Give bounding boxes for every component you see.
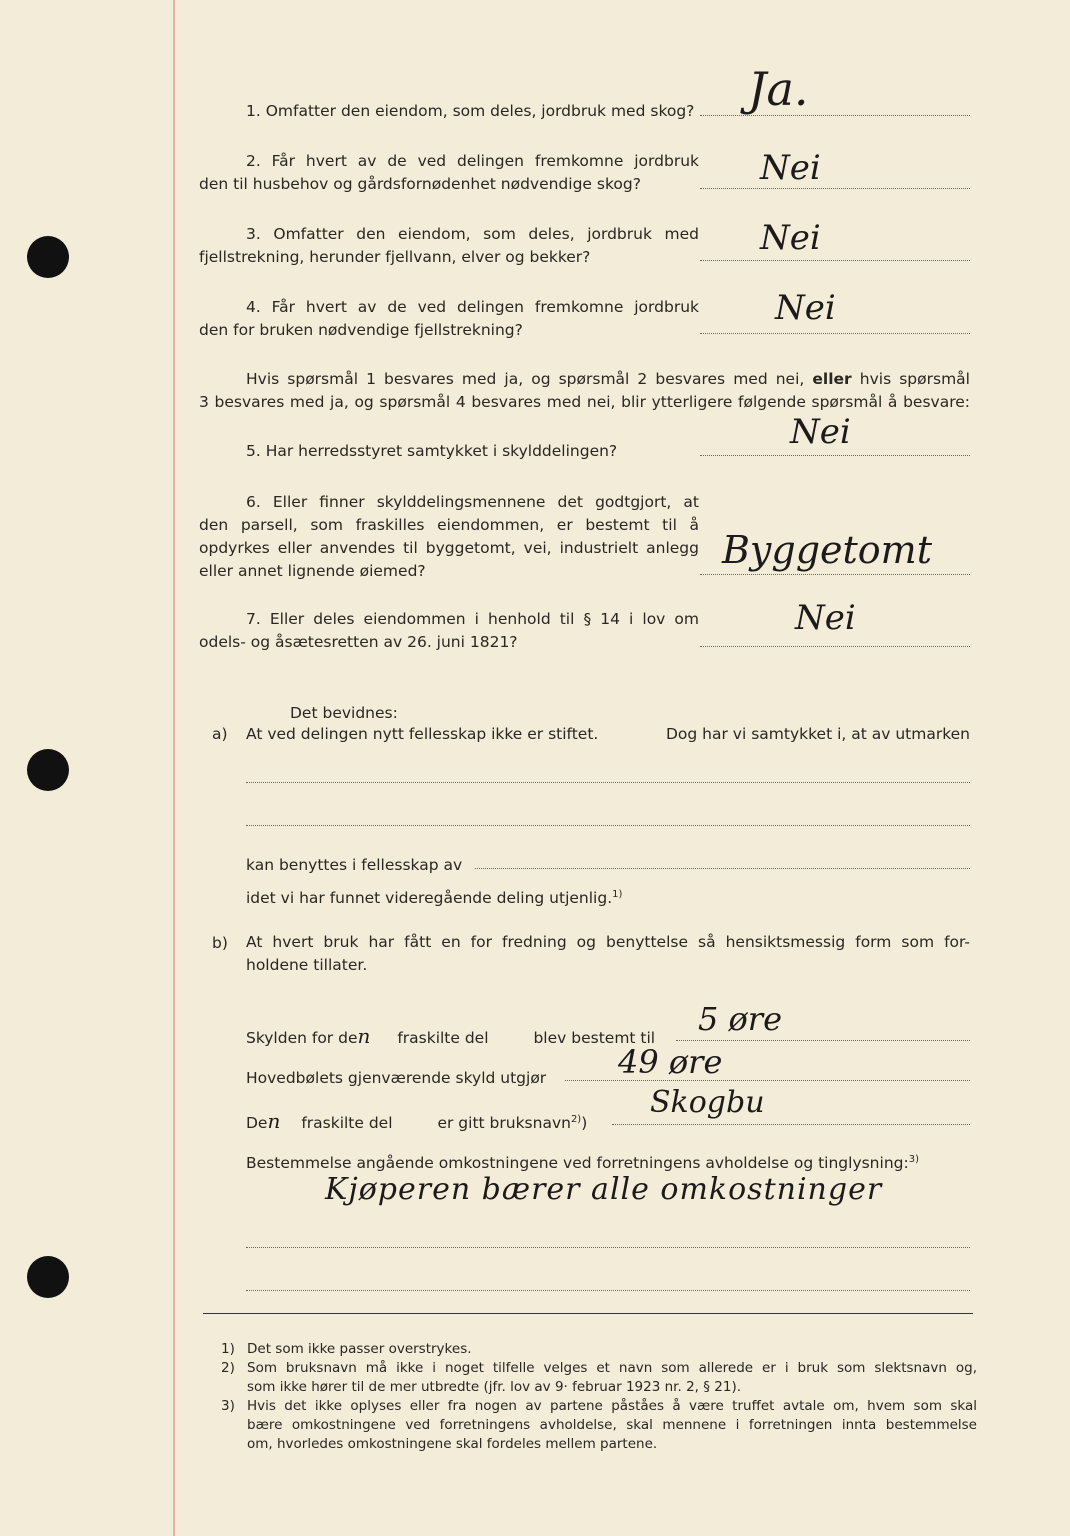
- answer-6: Byggetomt: [722, 528, 932, 572]
- question-5: 5. Har herredsstyret samtykket i skylddelingen?: [246, 442, 618, 460]
- skyld-row-2: Hovedbølets gjenværende skyld utgjør: [246, 1069, 547, 1087]
- answer-2: Nei: [760, 148, 821, 188]
- question-line: 2. Får hvert av de ved delingen fremkomne jordbruk: [246, 152, 699, 170]
- answer-line: [676, 1040, 970, 1041]
- question-4: [199, 296, 699, 342]
- footnote-1: [221, 1340, 977, 1359]
- paragraph-line: At hvert bruk har fått en for fredning og benyttelse så hensiktsmessig form som for-: [246, 933, 970, 951]
- footnote-line: Hvis det ikke oplyses eller fra nogen av partene påståes å være truffet avtale om, hvem som skal: [247, 1398, 977, 1414]
- paragraph-line: [199, 368, 970, 391]
- footnote-line: bære omkostningene ved forretningens avholdelse, skal mennene i forretningen innta bestemmelse: [247, 1417, 977, 1433]
- text: fraskilte del: [397, 1029, 489, 1047]
- text: Skylden for de: [246, 1029, 358, 1047]
- question-line: odels- og åsætesretten av 26. juni 1821?: [199, 633, 518, 651]
- footnote-line: Som bruksnavn må ikke i noget tilfelle velges et navn som allerede er i bruk som slektsnavn og,: [247, 1360, 977, 1376]
- costs-label: [246, 1150, 919, 1173]
- emphasis: eller: [812, 370, 852, 388]
- blank-line: [246, 825, 970, 826]
- blank-line: [475, 868, 970, 869]
- answer-line: [700, 455, 970, 456]
- question-line: 6. Eller finner skylddelingsmennene det godtgjort, at: [246, 493, 699, 511]
- common-use-label: kan benyttes i fellesskap av: [246, 856, 463, 874]
- blank-line: [246, 1290, 970, 1291]
- skyld-answer: 5 øre: [698, 1000, 783, 1038]
- farm-name-answer: Skogbu: [650, 1085, 765, 1120]
- question-line: den til husbehov og gårdsfornødenhet nødvendige skog?: [199, 175, 641, 193]
- costs-answer: Kjøperen bærer alle omkostninger: [325, 1172, 883, 1207]
- blank-line: [246, 782, 970, 783]
- answer-1: Ja.: [748, 62, 809, 116]
- text: er gitt bruksnavn: [437, 1114, 571, 1133]
- answer-line: [700, 333, 970, 334]
- footnote-ref: 2): [570, 1114, 582, 1125]
- question-line: den for bruken nødvendige fjellstrekning?: [199, 321, 523, 339]
- question-line: fjellstrekning, herunder fjellvann, elver og bekker?: [199, 248, 591, 266]
- answer-7: Nei: [795, 598, 856, 638]
- answer-line: [700, 646, 970, 647]
- question-7: [199, 608, 699, 654]
- blank-line: [246, 1247, 970, 1248]
- footnote-marker: 1): [221, 1341, 235, 1357]
- footnote-ref: 3): [908, 1154, 919, 1165]
- footnote-2: [221, 1359, 977, 1397]
- question-6: [199, 491, 699, 583]
- section-a-text: [246, 724, 970, 744]
- answer-3: Nei: [760, 218, 821, 258]
- section-b-marker: b): [212, 934, 228, 952]
- question-3: [199, 223, 699, 269]
- text: Hvis spørsmål 1 besvares med ja, og spørsmål 2 besvares med nei,: [246, 370, 805, 388]
- footnote-rule: [203, 1313, 973, 1314]
- skyld-row-3: Den fraskilte del er gitt bruksnavn$^{2)}$): [246, 1109, 588, 1134]
- punch-hole: [27, 749, 69, 791]
- question-line: den parsell, som fraskilles eiendommen, er bestemt til å: [199, 516, 699, 534]
- footnote-3: [221, 1397, 977, 1454]
- answer-5: Nei: [790, 412, 851, 452]
- footnote-marker: 3): [221, 1398, 235, 1414]
- punch-hole: [27, 1256, 69, 1298]
- footnote-line: om, hvorledes omkostningene skal fordeles mellem partene.: [247, 1436, 658, 1452]
- text: hvis spørsmål: [859, 370, 970, 388]
- handwritten-suffix: n: [357, 1024, 371, 1048]
- section-b-text: [246, 931, 970, 977]
- question-line: eller annet lignende øiemed?: [199, 562, 426, 580]
- text: blev bestemt til: [533, 1029, 656, 1047]
- further-division-text: [246, 885, 622, 908]
- text: idet vi har funnet videregående deling utjenlig.: [246, 889, 613, 908]
- question-line: 3. Omfatter den eiendom, som deles, jordbruk med: [246, 225, 699, 243]
- margin-line: [173, 0, 175, 1536]
- answer-line: [612, 1124, 970, 1125]
- question-line: opdyrkes eller anvendes til byggetomt, vei, industrielt anlegg: [199, 539, 699, 557]
- punch-hole: [27, 236, 69, 278]
- text: At ved delingen nytt fellesskap ikke er stiftet.: [246, 725, 599, 743]
- answer-line: [700, 188, 970, 189]
- remaining-skyld-answer: 49 øre: [618, 1043, 723, 1081]
- paragraph-line: holdene tillater.: [246, 956, 368, 974]
- text: fraskilte del: [301, 1114, 393, 1133]
- answer-4: Nei: [775, 288, 836, 328]
- section-a-marker: a): [212, 725, 228, 743]
- conditional-paragraph: [199, 368, 970, 414]
- footnote-line: som ikke hører til de mer utbredte (jfr. lov av 9· februar 1923 nr. 2, § 21).: [247, 1379, 742, 1395]
- text: De: [246, 1114, 268, 1133]
- footnote-line: Det som ikke passer overstrykes.: [247, 1341, 472, 1357]
- answer-line: [700, 574, 970, 575]
- skyld-row-1: [246, 1026, 655, 1048]
- question-line: 7. Eller deles eiendommen i henhold til § 14 i lov om: [246, 610, 699, 628]
- text: Bestemmelse angående omkostningene ved forretningens avholdelse og tinglysning:: [246, 1154, 909, 1173]
- question-2: [199, 150, 699, 196]
- footnote-marker: 2): [221, 1360, 235, 1376]
- footnote-ref: 1): [612, 889, 623, 900]
- answer-line: [700, 260, 970, 261]
- paragraph-line: 3 besvares med ja, og spørsmål 4 besvares med nei, blir ytterligere følgende spørsmål å besvare:: [199, 393, 970, 411]
- answer-line: [700, 115, 970, 116]
- certify-heading: Det bevidnes:: [290, 704, 398, 722]
- question-line: 4. Får hvert av de ved delingen fremkomne jordbruk: [246, 298, 699, 316]
- text: Dog har vi samtykket i, at av utmarken: [666, 725, 970, 743]
- handwritten-suffix: n: [267, 1109, 281, 1134]
- question-1: 1. Omfatter den eiendom, som deles, jordbruk med skog?: [246, 102, 695, 120]
